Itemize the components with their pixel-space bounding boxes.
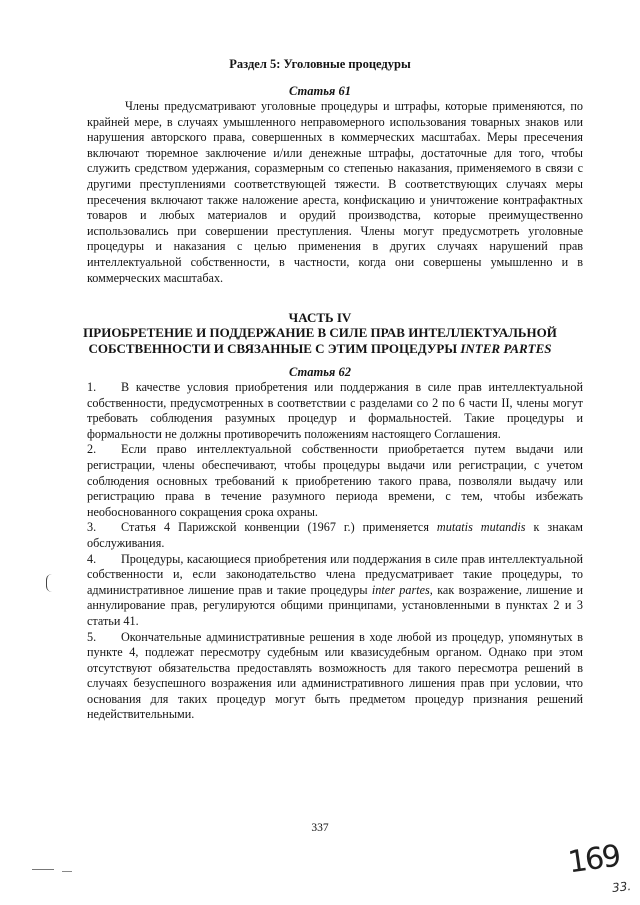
article-61-body <box>87 99 583 286</box>
item-text: В качестве условия приобретения или поддержания в силе прав интеллектуальной собственности, предусмотренных в соответствии с разделами со 2 по 6 части II, члены могут требовать соблюдения разумных процедур и формальностей. Такие процедуры и формальности не должны противоречить положениям настоящего Соглашения. <box>87 380 583 441</box>
article-61-title: Статья 61 <box>289 84 351 98</box>
item-number: 5. <box>87 629 97 644</box>
scan-smudge <box>32 869 54 870</box>
article-62-item-4 <box>87 552 583 630</box>
article-62-body <box>87 380 583 723</box>
part-label: ЧАСТЬ IV <box>288 310 352 325</box>
page-number: 337 <box>311 822 329 834</box>
scan-smudge <box>62 871 72 872</box>
item-number: 2. <box>87 442 97 457</box>
part-heading-line-2 <box>0 341 640 357</box>
item-text: Если право интеллектуальной собственности приобретается путем выдачи или регистрации, члены обеспечивают, чтобы процедуры выдачи или регистрации, с учетом соблюдения основных требований к приобретению такого права, позволяли выдачу или регистрацию права в течение разумного периода времени, с тем, чтобы избежать необоснованного сокращения срока охраны. <box>87 442 583 519</box>
article-62-item-2 <box>87 442 583 520</box>
section-title: Раздел 5: Уголовные процедуры <box>229 57 411 71</box>
item-text-after: к знакам обслуживания. <box>87 520 583 550</box>
part-heading-italic: INTER PARTES <box>460 341 552 356</box>
article-62-item-5 <box>87 630 583 724</box>
part-heading-line-1: ПРИОБРЕТЕНИЕ И ПОДДЕРЖАНИЕ В СИЛЕ ПРАВ ИНТЕЛЛЕКТУАЛЬНОЙ <box>83 325 557 340</box>
item-text-italic: inter partes <box>371 582 430 597</box>
handwritten-page-number: 169 <box>565 838 622 881</box>
item-number: 4. <box>87 551 97 566</box>
item-text-before: Статья 4 Парижской конвенции (1967 г.) применяется <box>121 520 429 535</box>
item-number: 1. <box>87 380 97 394</box>
article-62-item-1 <box>87 380 583 442</box>
item-number: 3. <box>87 520 97 535</box>
article-62-title: Статья 62 <box>289 365 351 379</box>
item-text-italic: mutatis mutandis <box>436 520 526 535</box>
handwritten-note: 33. <box>611 879 632 895</box>
article-61-paragraph: Члены предусматривают уголовные процедуры и штрафы, которые применяются, по крайней мере, в случаях умышленного неправомерного использования товарных знаков или нарушения авторского права, совершенных в коммерческих масштабах. Меры пресечения включают тюремное заключение и/или денежные штрафы, достаточные для того, чтобы служить средством удержания, соразмерным со степенью наказания, применяемого в связи с другими преступлениями соответствующей тяжести. В соответствующих случаях меры пресечения включают также наложение ареста, конфискацию и уничтожение контрафактных товаров и любых материалов и орудий производства, которые преимущественно использовались при совершении преступления. Члены могут предусмотреть уголовные процедуры и наказания с целью применения в других случаях нарушений прав интеллектуальной собственности, в частности, когда они совершены умышленно и в коммерческих масштабах. <box>87 99 583 285</box>
item-text-after: , как возражение, лишение и аннулирование прав, регулируются общими принципами, установленными в пунктах 2 и 3 статьи 41. <box>87 582 583 628</box>
margin-bracket-mark <box>46 574 53 592</box>
item-text: Окончательные административные решения в ходе любой из процедур, упомянутых в пункте 4, подлежат пересмотру судебным или квазисудебным органом. Однако при этом отсутствуют обязательства предоставлять возможность для такого пересмотра решений в случаях безуспешного возражения или административного лишения прав при условии, что основания для таких процедур могут быть предметом процедур признания решений недействительными. <box>87 629 583 722</box>
article-62-item-3 <box>87 520 583 551</box>
item-text-before: Процедуры, касающиеся приобретения или поддержания в силе прав интеллектуальной собственности и, если законодательство члена предусматривает такие процедуры, то административное лишение прав и такие процедуры <box>87 551 583 597</box>
part-heading-plain: СОБСТВЕННОСТИ И СВЯЗАННЫЕ С ЭТИМ ПРОЦЕДУРЫ <box>88 341 458 356</box>
